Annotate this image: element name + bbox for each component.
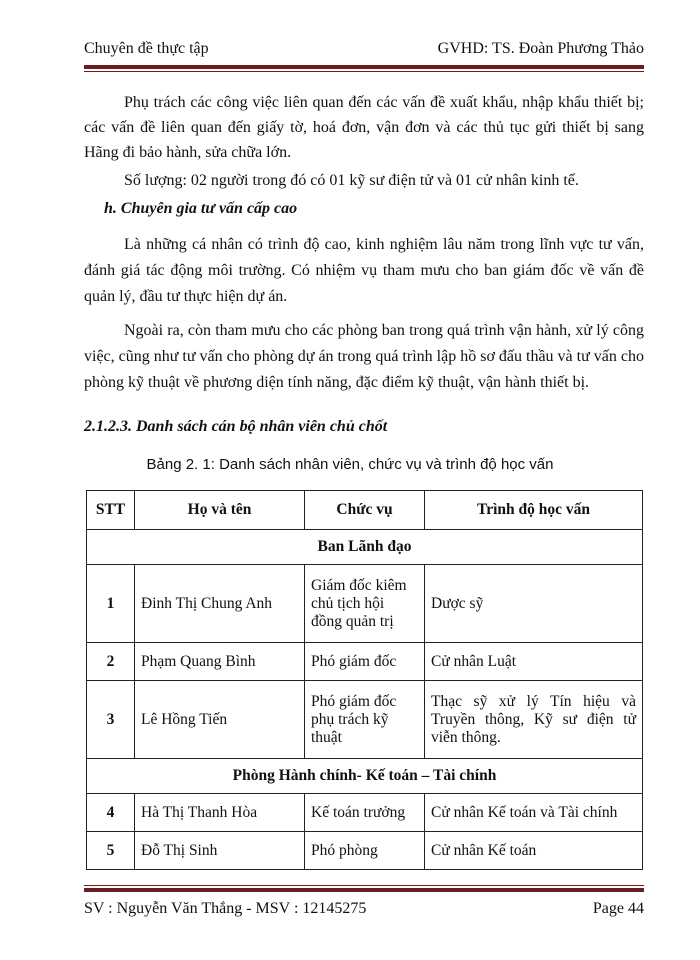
header-advisor: GVHD: TS. Đoàn Phương Thảo (437, 40, 644, 57)
footer-student: SV : Nguyễn Văn Thắng - MSV : 12145275 (84, 900, 367, 917)
table-row: 5 Đỗ Thị Sinh Phó phòng Cử nhân Kế toán (87, 832, 643, 870)
table-row: 2 Phạm Quang Bình Phó giám đốc Cử nhân Luật (87, 643, 643, 681)
table-row: 3 Lê Hồng Tiến Phó giám đốc phụ trách kỹ thuật Thạc sỹ xử lý Tín hiệu và Truyền thông, Kỹ sư điện tử viễn thông. (87, 681, 643, 759)
header-name: Họ và tên (135, 491, 305, 530)
section-heading: 2.1.2.3. Danh sách cán bộ nhân viên chủ chốt (84, 418, 388, 435)
table-row: 1 Đinh Thị Chung Anh Giám đốc kiêm chủ tịch hội đồng quản trị Dược sỹ (87, 565, 643, 643)
header-divider (84, 65, 644, 72)
footer-divider (84, 885, 644, 892)
table-caption: Bảng 2. 1: Danh sách nhân viên, chức vụ và trình độ học vấn (146, 456, 554, 473)
staff-table (86, 490, 643, 870)
paragraph-export: Phụ trách các công việc liên quan đến các vấn đề xuất khẩu, nhập khẩu thiết bị; các vấn đề liên quan đến giấy tờ, hoá đơn, vận đơn và các thủ tục gửi thiết bị sang Hãng đi bảo hành, sửa chữa lớn. (84, 94, 644, 161)
subheading-senior-consultants: h. Chuyên gia tư vấn cấp cao (104, 200, 298, 217)
paragraph-additional: Ngoài ra, còn tham mưu cho các phòng ban trong quá trình vận hành, xử lý công việc, cũng như tư vấn cho phòng dự án trong quá trình lập hồ sơ đấu thầu và tư vấn cho phòng kỹ thuật về phương diện tính năng, đặc điểm kỹ thuật, vận hành thiết bị. (84, 322, 644, 391)
header-education: Trình độ học vấn (425, 491, 643, 530)
table-row: 4 Hà Thị Thanh Hòa Kế toán trưởng Cử nhân Kế toán và Tài chính (87, 794, 643, 832)
page-footer (84, 900, 644, 922)
section-row-leadership: Ban Lãnh đạo (87, 530, 643, 565)
table-header-row (87, 491, 643, 530)
paragraph-quantity: Số lượng: 02 người trong đó có 01 kỹ sư điện tử và 01 cử nhân kinh tế. (124, 172, 579, 189)
paragraph-consultants: Là những cá nhân có trình độ cao, kinh nghiệm lâu năm trong lĩnh vực tư vấn, đánh giá tác động môi trường. Có nhiệm vụ tham mưu cho ban giám đốc về vấn đề quản lý, đầu tư thực hiện dự án. (84, 236, 644, 305)
header-position: Chức vụ (305, 491, 425, 530)
page-number: Page 44 (592, 900, 644, 917)
section-row-admin-finance: Phòng Hành chính- Kế toán – Tài chính (87, 759, 643, 794)
header-title: Chuyên đề thực tập (84, 40, 209, 57)
header-stt: STT (87, 491, 135, 530)
page-header (84, 40, 644, 62)
